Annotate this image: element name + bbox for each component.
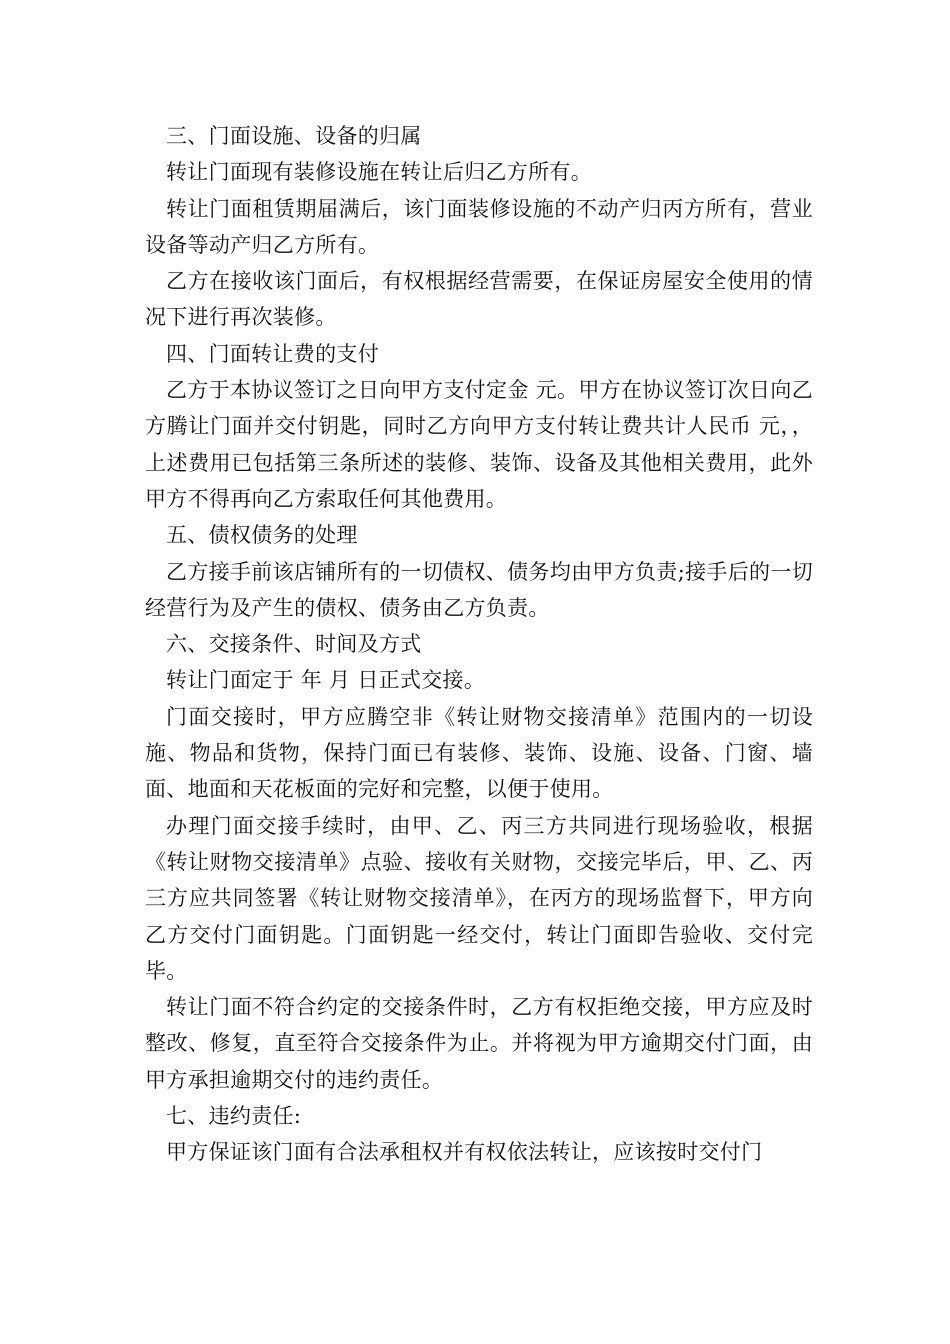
paragraph: 办理门面交接手续时，由甲、乙、丙三方共同进行现场验收，根据《转让财物交接清单》点验、接收有关财物，交接完毕后，甲、乙、丙三方应共同签署《转让财物交接清单》，在丙方的现场监督下，甲方向乙方交付门面钥匙。门面钥匙一经交付，转让门面即告验收、交付完毕。	[145, 813, 813, 983]
section-heading-5: 五、债权债务的处理	[166, 523, 358, 548]
paragraph: 转让门面租赁期届满后，该门面装修设施的不动产归丙方所有，营业设备等动产归乙方所有。	[145, 196, 813, 257]
paragraph: 转让门面不符合约定的交接条件时，乙方有权拒绝交接，甲方应及时整改、修复，直至符合交接条件为止。并将视为甲方逾期交付门面，由甲方承担逾期交付的违约责任。	[145, 995, 813, 1092]
section-heading-3: 三、门面设施、设备的归属	[166, 124, 422, 148]
paragraph: 乙方接手前该店铺所有的一切债权、债务均由甲方负责;接手后的一切经营行为及产生的债权、债务由乙方负责。	[145, 559, 813, 620]
document-page	[145, 118, 813, 1171]
paragraph: 乙方于本协议签订之日向甲方支付定金 元。甲方在协议签订次日向乙方腾让门面并交付钥匙，同时乙方向甲方支付转让费共计人民币 元，，上述费用已包括第三条所述的装修、装饰、设备及其他相关费用，此外甲方不得再向乙方索取任何其他费用。	[145, 378, 813, 511]
paragraph: 门面交接时，甲方应腾空非《转让财物交接清单》范围内的一切设施、物品和货物，保持门面已有装修、装饰、设施、设备、门窗、墙面、地面和天花板面的完好和完整，以便于使用。	[145, 704, 813, 802]
paragraph: 甲方保证该门面有合法承租权并有权依法转让，应该按时交付门	[166, 1140, 763, 1165]
section-heading-6: 六、交接条件、时间及方式	[166, 632, 422, 657]
paragraph: 转让门面定于 年 月 日正式交接。	[166, 668, 486, 693]
paragraph: 乙方在接收该门面后，有权根据经营需要，在保证房屋安全使用的情况下进行再次装修。	[145, 269, 813, 330]
section-heading-4: 四、门面转让费的支付	[166, 341, 379, 366]
paragraph: 转让门面现有装修设施在转让后归乙方所有。	[166, 160, 592, 185]
section-heading-7: 七、违约责任:	[166, 1104, 302, 1129]
